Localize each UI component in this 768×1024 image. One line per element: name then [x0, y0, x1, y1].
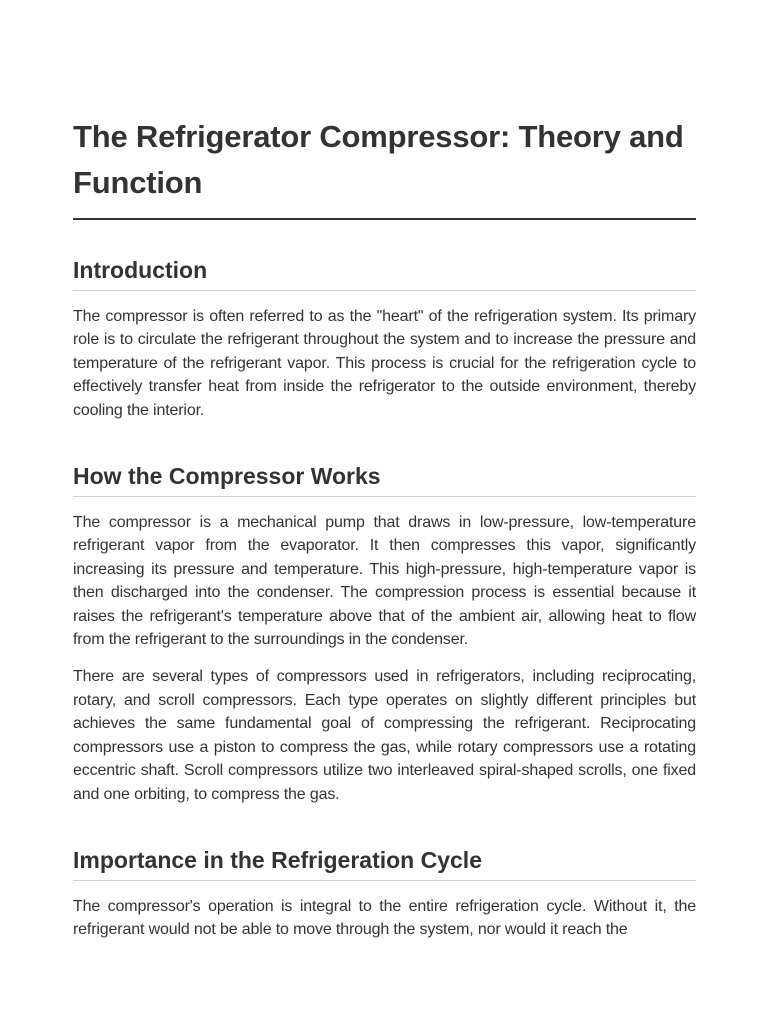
paragraph: The compressor is often referred to as the "heart" of the refrigeration system. Its primary role is to circulate the refrigerant throughout the system and to increase the pressure and temperature of the refrigerant vapor. This process is crucial for the refrigeration cycle to effectively transfer heat from inside the refrigerator to the outside environment, thereby cooling the interior.: [73, 308, 696, 419]
document-title: The Refrigerator Compressor: Theory and Function: [73, 114, 696, 220]
section-heading-how-compressor-works: How the Compressor Works: [73, 460, 696, 497]
paragraph: The compressor's operation is integral to the entire refrigeration cycle. Without it, the refrigerant would not be able to move through the system, nor would it reach the: [73, 897, 696, 939]
section-how-compressor-works: [73, 460, 696, 806]
section-importance-refrigeration-cycle: [73, 844, 696, 942]
section-introduction: [73, 254, 696, 422]
section-heading-introduction: Introduction: [73, 254, 696, 291]
section-heading-importance-refrigeration-cycle: Importance in the Refrigeration Cycle: [73, 844, 696, 881]
document-page: [73, 114, 696, 942]
paragraph: The compressor is a mechanical pump that draws in low-pressure, low-temperature refrigerant vapor from the evaporator. It then compresses this vapor, significantly increasing its pressure and temperature. This high-pressure, high-temperature vapor is then discharged into the condenser. The compression process is essential because it raises the refrigerant's temperature above that of the ambient air, allowing heat to flow from the refrigerant to the surroundings in the condenser.: [73, 514, 696, 649]
paragraph: There are several types of compressors used in refrigerators, including reciprocating, rotary, and scroll compressors. Each type operates on slightly different principles but achieves the same fundamental goal of compressing the refrigerant. Reciprocating compressors use a piston to compress the gas, while rotary compressors use a rotating eccentric shaft. Scroll compressors utilize two interleaved spiral-shaped scrolls, one fixed and one orbiting, to compress the gas.: [73, 668, 696, 803]
